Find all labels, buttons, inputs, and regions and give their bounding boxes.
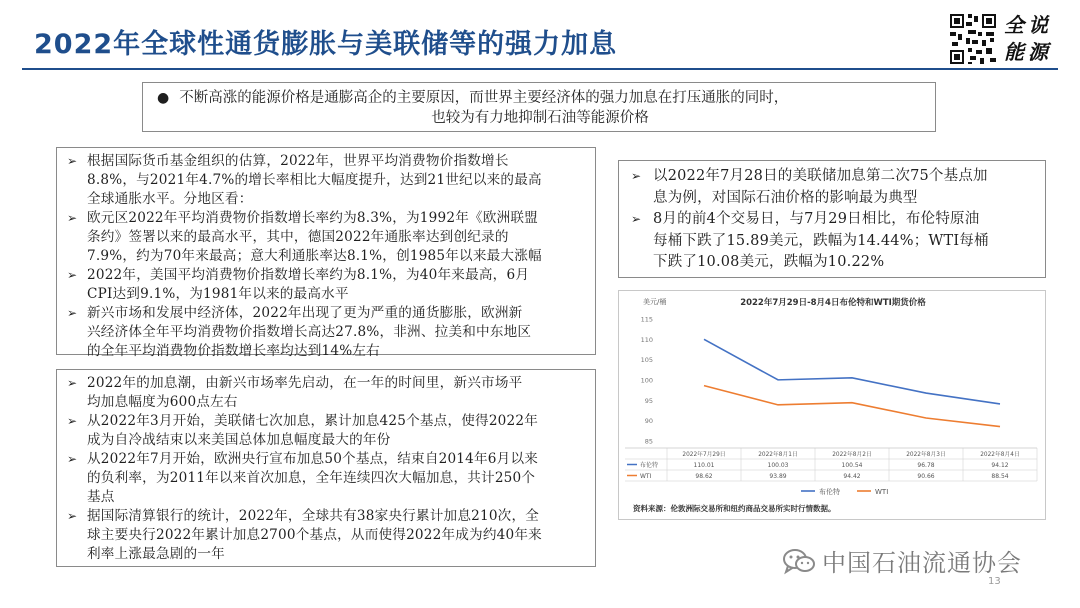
- bullet-line: 8月的前4个交易日，与7月29日相比，布伦特原油: [653, 211, 980, 227]
- bullet-item: [65, 266, 587, 304]
- bullet-item: [65, 209, 587, 266]
- brand-logo: [948, 12, 1050, 66]
- bullet-item: [65, 374, 587, 412]
- bullet-line: 利率上涨最急剧的一年: [87, 546, 225, 562]
- data-label: 88.54: [991, 473, 1009, 480]
- bullet-line: 2022年的加息潮，由新兴市场率先启动，在一年的时间里，新兴市场平: [87, 375, 523, 391]
- rate-hike-box: [56, 369, 596, 567]
- summary-line-2: 也较为有力地抑制石油等能源价格: [431, 110, 649, 126]
- bullet-item: [65, 450, 587, 507]
- page-number: 13: [988, 576, 1001, 587]
- legend-entry: WTI: [875, 488, 889, 496]
- y-tick-label: 100: [640, 376, 653, 385]
- bullet-line: 的负利率，为2011年以来首次加息，全年连续四次大幅加息，共计250个: [87, 470, 536, 486]
- arrow-bullet-icon: ➢: [67, 509, 78, 523]
- bullet-item: [629, 166, 1035, 209]
- y-tick-label: 115: [640, 315, 653, 324]
- x-tick-label: 2022年8月2日: [832, 452, 872, 458]
- data-label: 93.89: [769, 473, 787, 480]
- chart-source: 资料来源：伦敦洲际交易所和纽约商品交易所实时行情数据。: [633, 504, 836, 513]
- bullet-line: 兴经济体全年平均消费物价指数增长高达27.8%，非洲、拉美和中东地区: [87, 324, 532, 340]
- arrow-bullet-icon: ➢: [67, 452, 78, 466]
- oil-price-chart: [618, 290, 1046, 520]
- arrow-bullet-icon: ➢: [631, 169, 642, 183]
- bullet-line: 2022年，美国平均消费物价指数增长率约为8.1%，为40年来最高，6月: [87, 267, 530, 283]
- arrow-bullet-icon: ➢: [67, 376, 78, 390]
- arrow-bullet-icon: ➢: [67, 211, 78, 225]
- bullet-item: [629, 209, 1035, 274]
- brand-char: 源: [1028, 40, 1048, 64]
- chart-title: 2022年7月29日-8月4日布伦特和WTI期货价格: [740, 298, 926, 308]
- footer-org: [782, 543, 1022, 578]
- bullet-line: 欧元区2022年平均消费物价指数增长率约为8.3%，为1992年《欧洲联盟: [87, 210, 538, 226]
- title-rule: [22, 68, 1058, 70]
- bullet-line: 新兴市场和发展中经济体，2022年出现了更为严重的通货膨胀，欧洲新: [87, 305, 523, 321]
- data-label: 100.03: [767, 462, 789, 469]
- footer-org-name: 中国石油流通协会: [822, 549, 1022, 577]
- y-tick-label: 85: [644, 437, 653, 446]
- data-label: 94.12: [991, 462, 1009, 469]
- bullet-item: [65, 304, 587, 361]
- slide-title: 2022年全球性通货膨胀与美联储等的强力加息: [34, 29, 618, 60]
- summary-line-1: 不断高涨的能源价格是通膨高企的主要原因，而世界主要经济体的强力加息在打压通胀的同时，: [179, 90, 789, 106]
- chart-canvas: [619, 291, 1047, 521]
- bullet-line: 条约》签署以来的最高水平，其中，德国2022年通胀率达到创纪录的: [87, 229, 509, 245]
- brand-char: 说: [1028, 13, 1048, 37]
- bullet-line: 成为自冷战结束以来美国总体加息幅度最大的年份: [87, 432, 391, 448]
- table-series-name: WTI: [640, 473, 652, 480]
- y-tick-label: 90: [644, 417, 653, 426]
- bullet-line: 息为例，对国际石油价格的影响最为典型: [653, 189, 918, 206]
- y-tick-label: 95: [644, 396, 653, 405]
- arrow-bullet-icon: ➢: [67, 154, 78, 168]
- table-series-name: 布伦特: [640, 462, 659, 469]
- oil-impact-box: [618, 160, 1046, 278]
- bullet-item: [65, 412, 587, 450]
- x-tick-label: 2022年8月3日: [906, 452, 946, 458]
- bullet-line: 均加息幅度为600点左右: [87, 394, 238, 410]
- y-tick-label: 110: [640, 335, 653, 344]
- bullet-line: 全球通胀水平。分地区看：: [87, 191, 253, 207]
- bullet-item: [65, 152, 587, 209]
- bullet-line: 球主要央行2022年累计加息2700个基点，从而使得2022年成为约40年来: [87, 527, 542, 543]
- data-label: 100.54: [841, 462, 863, 469]
- y-axis-label: 美元/桶: [643, 298, 667, 306]
- bullet-line: 的全年平均消费物价指数增长率均达到14%左右: [87, 343, 380, 359]
- summary-box: [142, 82, 936, 132]
- bullet-line: 下跌了10.08美元，跌幅为10.22%: [653, 254, 885, 270]
- arrow-bullet-icon: ➢: [67, 268, 78, 282]
- qr-code-icon: [948, 12, 998, 66]
- data-label: 94.42: [843, 473, 861, 480]
- arrow-bullet-icon: ➢: [631, 212, 642, 226]
- x-tick-label: 2022年8月4日: [980, 452, 1020, 458]
- bullet-line: 从2022年7月开始，欧洲央行宣布加息50个基点，结束自2014年6月以来: [87, 451, 539, 467]
- bullet-line: 根据国际货币基金组织的估算，2022年，世界平均消费物价指数增长: [87, 153, 509, 169]
- bullet-line: 8.8%，与2021年4.7%的增长率相比大幅度提升，达到21世纪以来的最高: [87, 172, 542, 188]
- bullet-line: 每桶下跌了15.89美元，跌幅为14.44%；WTI每桶: [653, 232, 989, 249]
- bullet-line: 从2022年3月开始，美联储七次加息，累计加息425个基点，使得2022年: [87, 413, 539, 429]
- data-label: 90.66: [917, 473, 935, 480]
- arrow-bullet-icon: ➢: [67, 306, 78, 320]
- x-tick-label: 2022年8月1日: [758, 452, 798, 458]
- data-label: 110.01: [693, 462, 715, 469]
- bullet-item: [65, 507, 587, 564]
- bullet-line: 基点: [87, 489, 115, 505]
- brand-name: [1002, 12, 1050, 66]
- brand-char: 全: [1004, 13, 1024, 37]
- series-line-wti: [704, 386, 1000, 427]
- bullet-line: CPI达到9.1%，为1981年以来的最高水平: [87, 286, 349, 302]
- series-line-brent: [704, 339, 1000, 404]
- data-label: 98.62: [695, 473, 713, 480]
- y-tick-label: 105: [640, 356, 653, 365]
- bullet-dot-icon: ●: [157, 90, 170, 106]
- bullet-line: 7.9%，约为70年来最高；意大利通胀率达8.1%，创1985年以来最大涨幅: [87, 248, 542, 264]
- bullet-line: 以2022年7月28日的美联储加息第二次75个基点加: [653, 168, 988, 184]
- inflation-box: [56, 147, 596, 359]
- arrow-bullet-icon: ➢: [67, 414, 78, 428]
- data-label: 96.78: [917, 462, 935, 469]
- x-tick-label: 2022年7月29日: [682, 452, 726, 458]
- legend-entry: 布伦特: [819, 488, 840, 496]
- bullet-line: 据国际清算银行的统计，2022年，全球共有38家央行累计加息210次，全: [87, 508, 540, 524]
- brand-char: 能: [1004, 40, 1024, 64]
- wechat-icon: [782, 547, 816, 575]
